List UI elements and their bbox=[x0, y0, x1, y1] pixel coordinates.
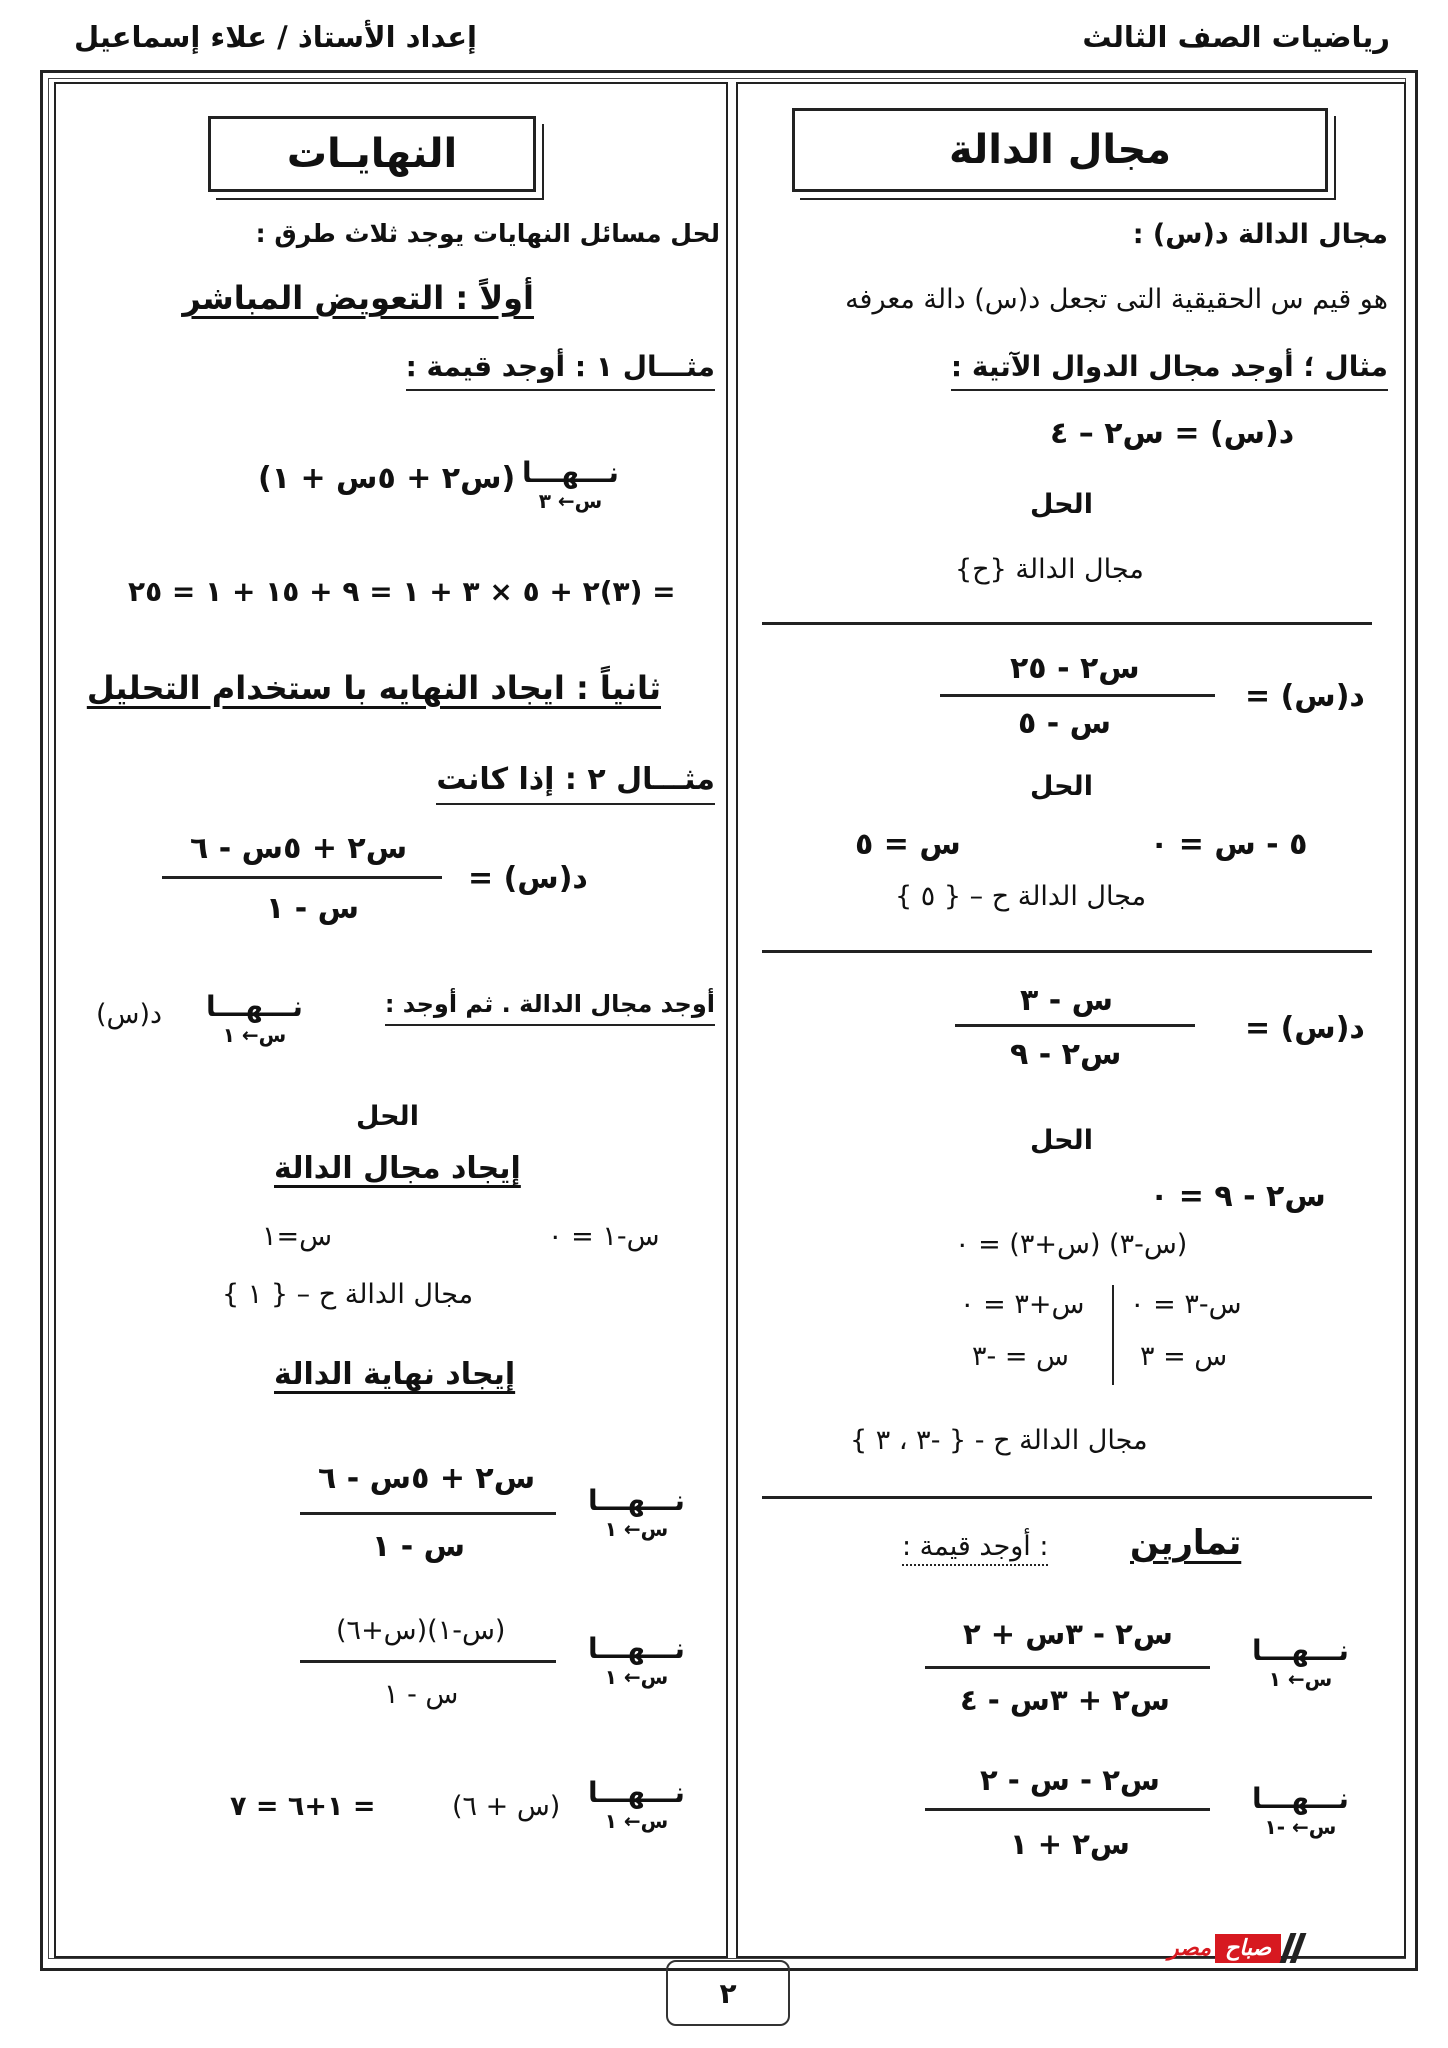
ex3-domain: مجال الدالة ح - { -٣ ، ٣ } bbox=[850, 1425, 1148, 1456]
l-ex2-task-f: د(س) bbox=[96, 999, 163, 1030]
l3-result: = ١+٦ = ٧ bbox=[230, 1791, 376, 1822]
limit-word: نـــهـــا bbox=[1252, 1634, 1349, 1667]
limit-sub: س← ١ bbox=[604, 1517, 669, 1541]
limit-sub: س← ٣ bbox=[538, 489, 603, 513]
limit-word: نـــهـــا bbox=[588, 1632, 685, 1665]
header-author: إعداد الأستاذ / علاء إسماعيل bbox=[74, 20, 477, 54]
d-step-a: س-١ = ٠ bbox=[548, 1221, 660, 1252]
l-ex2-lhs: د(س) = bbox=[468, 861, 588, 896]
fraction-bar bbox=[940, 694, 1215, 697]
left-domain: مجال الدالة ح – { ١ } bbox=[222, 1279, 474, 1310]
ex3-eq: س٢ - ٩ = ٠ bbox=[1150, 1179, 1326, 1214]
ex3-root1a: س-٣ = ٠ bbox=[1130, 1289, 1242, 1320]
divider bbox=[762, 950, 1372, 953]
limit-word: نـــهـــا bbox=[588, 1776, 685, 1809]
l-sol: الحل bbox=[356, 1101, 419, 1132]
l-ex2-task-limit bbox=[206, 990, 303, 1047]
ex2-domain: مجال الدالة ح – { ٥ } bbox=[895, 881, 1147, 912]
l-ex2-den: س - ١ bbox=[266, 891, 360, 926]
left-title: النهايـات bbox=[286, 131, 458, 177]
ex1-label: مثـــال ١ : أوجد قيمة : bbox=[406, 350, 715, 391]
l1-num: س٢ + ٥س - ٦ bbox=[318, 1461, 536, 1496]
limit-word: نـــهـــا bbox=[522, 456, 619, 489]
l-ex1-expr: (س٢ + ٥س + ١) bbox=[258, 461, 516, 496]
limit-sub: س← ١ bbox=[222, 1023, 287, 1047]
ex-e1-num: س٢ - ٣س + ٢ bbox=[963, 1617, 1173, 1651]
ex-e2-num: س٢ - س - ٢ bbox=[980, 1763, 1160, 1797]
ex3-root1b: س = ٣ bbox=[1140, 1341, 1228, 1372]
limit-sub: س← -١ bbox=[1264, 1815, 1337, 1839]
l1-limit bbox=[588, 1484, 685, 1541]
l1-den: س - ١ bbox=[372, 1529, 466, 1564]
limit-word: نـــهـــا bbox=[588, 1484, 685, 1517]
method1: أولاً : التعويض المباشر bbox=[182, 279, 534, 317]
l2-den: س - ١ bbox=[384, 1679, 459, 1710]
ex1-func: د(س) = س٢ – ٤ bbox=[1050, 416, 1295, 451]
ex-e1-limit bbox=[1252, 1634, 1349, 1691]
example-label: مثال ؛ أوجد مجال الدوال الآتية : bbox=[951, 350, 1388, 391]
left-title-scroll bbox=[208, 116, 536, 192]
ex2-den: س - ٥ bbox=[1018, 706, 1112, 741]
exercises-title: تمارين bbox=[1130, 1523, 1242, 1563]
ex3-sol: الحل bbox=[1030, 1125, 1093, 1156]
limit-sub: س← ١ bbox=[604, 1809, 669, 1833]
divider bbox=[762, 1496, 1372, 1499]
limit-sub: س← ١ bbox=[1268, 1667, 1333, 1691]
def-text: هو قيم س الحقيقية التى تجعل د(س) دالة معرفه bbox=[845, 284, 1388, 315]
header-subject: رياضيات الصف الثالث bbox=[1082, 20, 1390, 54]
limit-word: نـــهـــا bbox=[1252, 1782, 1349, 1815]
right-title-scroll bbox=[792, 108, 1328, 192]
l3-expr: (س + ٦) bbox=[452, 1791, 561, 1822]
method2: ثانياً : ايجاد النهايه با ستخدام التحليل bbox=[86, 669, 661, 707]
page-number: ٢ bbox=[666, 1960, 790, 2026]
def-heading: مجال الدالة د(س) : bbox=[1132, 219, 1388, 250]
logo bbox=[1168, 1930, 1301, 1966]
ex2-num: س٢ - ٢٥ bbox=[1010, 651, 1140, 686]
ex2-step-a: ٥ - س = ٠ bbox=[1150, 827, 1308, 862]
l-ex1-limit bbox=[522, 456, 619, 513]
l-ex1-result: = (٣)٢ + ٥ × ٣ + ١ = ٩ + ١٥ + ١ = ٢٥ bbox=[128, 575, 676, 608]
ex3-root2b: س = -٣ bbox=[972, 1341, 1070, 1372]
l2-num: (س-١)(س+٦) bbox=[336, 1615, 506, 1646]
l-ex2-task: أوجد مجال الدالة . ثم أوجد : bbox=[385, 990, 715, 1026]
divider bbox=[762, 622, 1372, 625]
fraction-bar bbox=[955, 1024, 1195, 1027]
find-domain: إيجاد مجال الدالة bbox=[274, 1151, 521, 1186]
ex-e2-limit bbox=[1252, 1782, 1349, 1839]
fraction-bar bbox=[300, 1660, 556, 1663]
fraction-bar bbox=[162, 876, 442, 879]
fraction-bar bbox=[925, 1808, 1210, 1811]
right-title: مجال الدالة bbox=[948, 127, 1172, 173]
ex2-step-b: س = ٥ bbox=[855, 827, 961, 862]
ex-e1-den: س٢ + ٣س - ٤ bbox=[960, 1683, 1170, 1717]
logo-text-b: مصر bbox=[1168, 1935, 1212, 1961]
ex1-domain: مجال الدالة {ح} bbox=[955, 554, 1144, 585]
l3-limit bbox=[588, 1776, 685, 1833]
limit-sub: س← ١ bbox=[604, 1665, 669, 1689]
ex3-factored: (س-٣) (س+٣) = ٠ bbox=[955, 1229, 1188, 1260]
ex3-root2a: س+٣ = ٠ bbox=[960, 1289, 1085, 1320]
l-ex2-num: س٢ + ٥س - ٦ bbox=[190, 831, 408, 866]
ex2-sol: الحل bbox=[1030, 771, 1093, 802]
exercises-instr: : أوجد قيمة : bbox=[902, 1530, 1048, 1566]
fraction-bar bbox=[300, 1512, 556, 1515]
ex3-den: س٢ - ٩ bbox=[1010, 1037, 1122, 1072]
l2-limit bbox=[588, 1632, 685, 1689]
d-step-b: س=١ bbox=[262, 1221, 333, 1252]
limit-word: نـــهـــا bbox=[206, 990, 303, 1023]
logo-text-a: صباح bbox=[1215, 1934, 1281, 1963]
divider-vertical bbox=[1112, 1285, 1114, 1385]
ex-e2-den: س٢ + ١ bbox=[1010, 1827, 1130, 1861]
ex3-lhs: د(س) = bbox=[1245, 1011, 1365, 1046]
ex2-lhs: د(س) = bbox=[1245, 679, 1365, 714]
find-limit: إيجاد نهاية الدالة bbox=[274, 1357, 516, 1392]
fraction-bar bbox=[925, 1666, 1210, 1669]
ex1-sol: الحل bbox=[1030, 489, 1093, 520]
left-intro: لحل مسائل النهايات يوجد ثلاث طرق : bbox=[255, 219, 720, 248]
ex2-label: مثـــال ٢ : إذا كانت bbox=[436, 762, 715, 805]
ex3-num: س - ٣ bbox=[1020, 983, 1114, 1018]
